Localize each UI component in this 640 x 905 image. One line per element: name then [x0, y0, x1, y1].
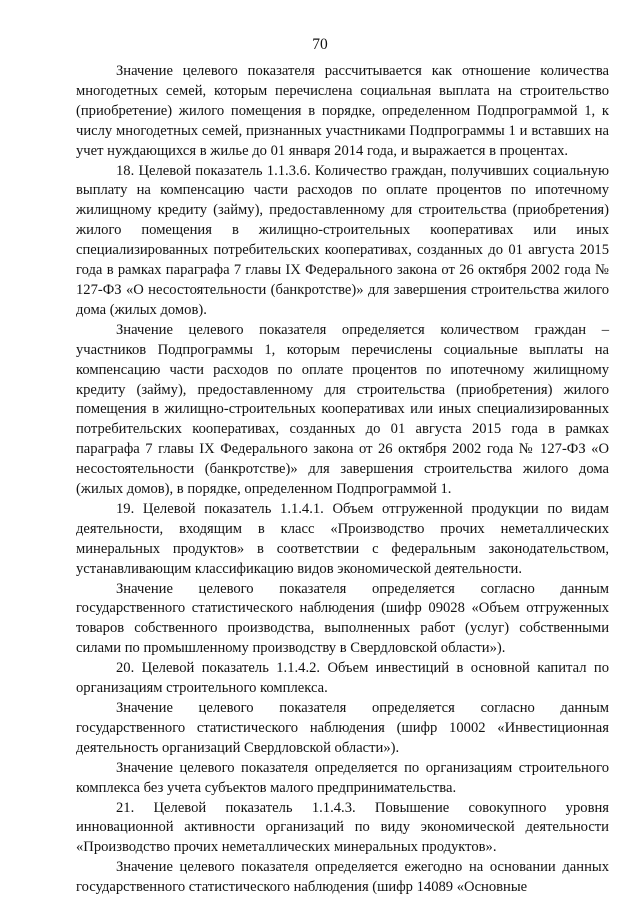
document-body: [76, 62, 609, 898]
paragraph-3: Значение целевого показателя определяется количеством граждан – участников Подпрограммы 1, которым перечислены социальные выплаты на компенсацию части расходов по оплате процентов по ипотечному жилищному кредиту (займу), предоставленному для строительства (приобретения) жилого помещения в жилищно-строительных кооперативах или иных специализированных потребительских кооперативах, созданных до 01 августа 2015 года в рамках параграфа 7 главы IX Федерального закона от 26 октября 2002 года № 127-ФЗ «О несостоятельности (банкротстве)» для завершения строительства жилого дома (жилых домов), в порядке, определенном Подпрограммой 1.: [76, 321, 609, 498]
paragraph-9: 21. Целевой показатель 1.1.4.3. Повышение совокупного уровня инновационной активности организаций по виду экономической деятельности «Производство прочих неметаллических минеральных продуктов».: [76, 799, 609, 856]
paragraph-5: Значение целевого показателя определяется согласно данным государственного статистического наблюдения (шифр 09028 «Объем отгруженных товаров собственного производства, выполненных работ (услуг) собственными силами по промышленному производству в Свердловской области»).: [76, 580, 609, 657]
paragraph-4: 19. Целевой показатель 1.1.4.1. Объем отгруженной продукции по видам деятельности, входящим в класс «Производство прочих неметаллических минеральных продуктов» в соответствии с федеральным законодательством, устанавливающим классификацию видов экономической деятельности.: [76, 500, 609, 577]
paragraph-7: Значение целевого показателя определяется согласно данным государственного статистического наблюдения (шифр 10002 «Инвестиционная деятельность организаций Свердловской области»).: [76, 700, 609, 756]
page-number: 70: [312, 36, 328, 53]
paragraph-1: Значение целевого показателя рассчитывается как отношение количества многодетных семей, которым перечислена социальная выплата на строительство (приобретение) жилого помещения в порядке, определенном Подпрограммой 1, к числу многодетных семей, признанных участниками Подпрограммы 1 и вставших на учет нуждающихся в жилье до 01 января 2014 года, и выражается в процентах.: [76, 63, 609, 159]
paragraph-8: Значение целевого показателя определяется по организациям строительного комплекса без учета субъектов малого предпринимательства.: [76, 759, 609, 796]
paragraph-2: 18. Целевой показатель 1.1.3.6. Количество граждан, получивших социальную выплату на компенсацию части расходов по оплате процентов по ипотечному жилищному кредиту (займу), предоставленному для строительства (приобретения) жилого помещения в жилищно-строительных кооперативах или иных специализированных потребительских кооперативах, созданных до 01 августа 2015 года в рамках параграфа 7 главы IX Федерального закона от 26 октября 2002 года № 127-ФЗ «О несостоятельности (банкротстве)» для завершения строительства жилого дома (жилых домов).: [76, 162, 609, 318]
paragraph-10: Значение целевого показателя определяется ежегодно на основании данных государственного статистического наблюдения (шифр 14089 «Основные: [76, 859, 609, 896]
paragraph-6: 20. Целевой показатель 1.1.4.2. Объем инвестиций в основной капитал по организациям строительного комплекса.: [76, 660, 609, 697]
